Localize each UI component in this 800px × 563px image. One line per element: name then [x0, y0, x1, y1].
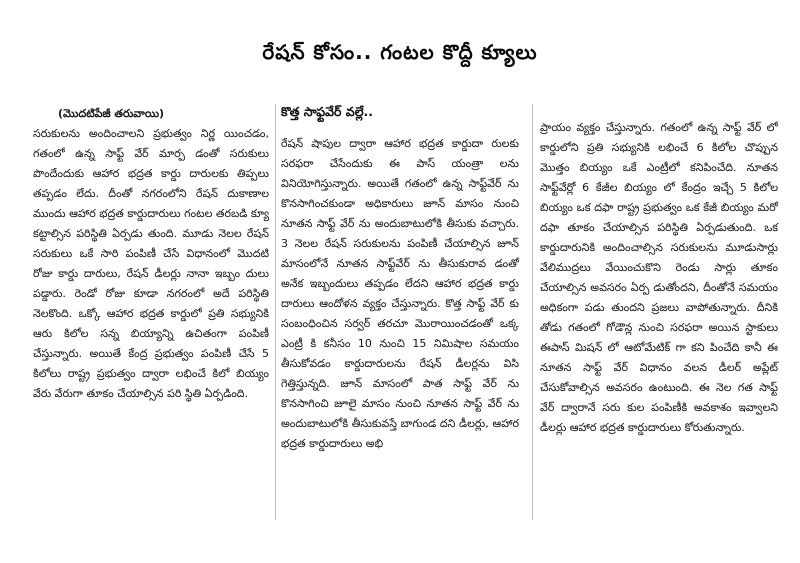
column-divider-1 [275, 104, 276, 520]
article-headline: రేషన్ కోసం.. గంటల కొద్దీ క్యూలు [262, 40, 538, 64]
column-2-subheading: కొత్త సాఫ్టవేర్ వల్లే.. [281, 104, 374, 119]
article-column-1 [33, 124, 269, 404]
article-column-2 [281, 134, 519, 454]
column-3-text: ప్రాయం వ్యక్తం చేస్తున్నారు. గతంలో ఉన్న సాఫ్ట్ వేర్ లో కార్డులోని ప్రతి సభ్యునికి లభించే 6 కిలోల చొప్పున మొత్తం బియ్యం ఒకే ఎంట్రీలో కనిపించేది. నూతన సాఫ్ట్‌వేర్లో 6 కేజీల బియ్యం లో కేంద్రం ఇచ్చే 5 కిలోల బియ్యం ఒక దఫా రాష్ట్ర ప్రభుత్వం ఒక కేజీ బియ్యం మరో దఫా తూకం చేయాల్సిన పరిస్థితి ఏర్పడుతుంది. ఒక కార్డుదారునికి అందించాల్సిన సరుకులను మూడుసార్లు వేలిముద్రలు వేయించుకొని రెండు సార్లు తూకం చేయాల్సిన అవసరం ఏర్ప డుతోందని, దీంతోనే సమయం అధికంగా పడు తుందని ప్రజలు వాపోతున్నారు. దీనికి తోడు గతంలో గోడౌన్ల నుంచి సరఫరా అయిన స్టాకులు ఈపాస్ మిషన్ లో ఆటోమేటిక్ గా కని పించేది కానీ ఈ నూతన సాఫ్ట్ వేర్ విధానం వలన డీలర్ అప్లేట్ చేసుకోవాల్సిన అవసరం ఉంటుంది. ఈ నెల గత సాఫ్ట్ వేర్ ద్వారానే సరు కుల పంపిణీకి అవకాశం ఇవ్వాలని డీలర్లు ఆహార భద్రత కార్డుదారులు కోరుతున్నారు. [540, 121, 778, 434]
article-column-3 [540, 118, 778, 438]
column-2-text: రేషన్ షాపుల ద్వారా ఆహార భద్రత కార్డుదా రులకు సరఫరా చేసేందుకు ఈ పాస్ యంత్రా లను వినియోగిస్తున్నారు. అయితే గతంలో ఉన్న సాఫ్ట్‌వేర్ ను కొనసాగించకుండా అధికారులు జూన్ మాసం నుంచి నూతన సాఫ్ట్ వేర్ ను అందుబాటులోకి తీసుకు వచ్చారు. 3 నెలల రేషన్ సరుకులను పంపిణీ చేయాల్సిన జూన్ మాసంలోనే నూతన సాఫ్ట్‌వేర్ ను తీసుకురావ డంతో అనేక ఇబ్బందులు తప్పడం లేదని ఆహార భద్రత కార్డు దారులు ఆందోళన వ్యక్తం చేస్తున్నారు. కొత్త సాఫ్ట్ వేర్ కు సంబంధించిన సర్వర్ తరచూ మొరాయించడంతో ఒక్క ఎంట్రీ కి కనీసం 10 నుంచి 15 నిమిషాల సమయం తీసుకోవడం కార్డుదారులను రేషన్ డీలర్లను విసి గెత్తిస్తున్నది. జూన్ మాసంలో పాత సాఫ్ట్ వేర్ ను కొనసాగించి జూలై మాసం నుంచి నూతన సాఫ్ట్ వేర్ ను అందుబాటులోకి తీసుకువస్తే బాగుండ దని డీలర్లు, ఆహార భద్రత కార్డుదారులు అభి [281, 137, 519, 450]
column-1-text: సరుకులను అందించాలని ప్రభుత్వం నిర్ణ యించడం, గతంలో ఉన్న సాఫ్ట్ వేర్ మార్ప డంతో సరుకులు పొందేందుకు ఆహార భద్రత కార్డు దారులకు తిప్పలు తప్పడం లేదు. దీంతో నగరంలోని రేషన్ దుకాణాల ముందు ఆహార భద్రత కార్డుదారులు గంటల తరబడి క్యూ కట్టాల్సిన పరిస్థితి ఏర్పడు తుంది. మూడు నెలల రేషన్ సరుకులు ఒకే సారి పంపిణీ చేసే విధానంలో మొదటి రోజు కార్డు దారులు, రేషన్ డీలర్లు నానా ఇబ్బం దులు పడ్డారు. రెండో రోజు కూడా నగరంలో అదే పరిస్థితి నెలకొంది. ఒక్కో ఆహార భద్రత కార్డులో ప్రతి సభ్యునికి ఆరు కిలోల సన్న బియ్యాన్ని ఉచితంగా పంపిణీ చేస్తున్నారు. అయితే కేంద్ర ప్రభుత్వం పంపిణీ చేసే 5 కిలోలు రాష్ట్ర ప్రభుత్వం ద్వారా లభించే కిలో బియ్యం వేరు వేరుగా తూకం చేయాల్సిన పరి స్థితి ఏర్పడింది. [33, 127, 269, 400]
continued-from-front-page-label: (మొదటిపేజీ తరువాయి) [58, 107, 165, 120]
column-divider-2 [532, 104, 533, 520]
